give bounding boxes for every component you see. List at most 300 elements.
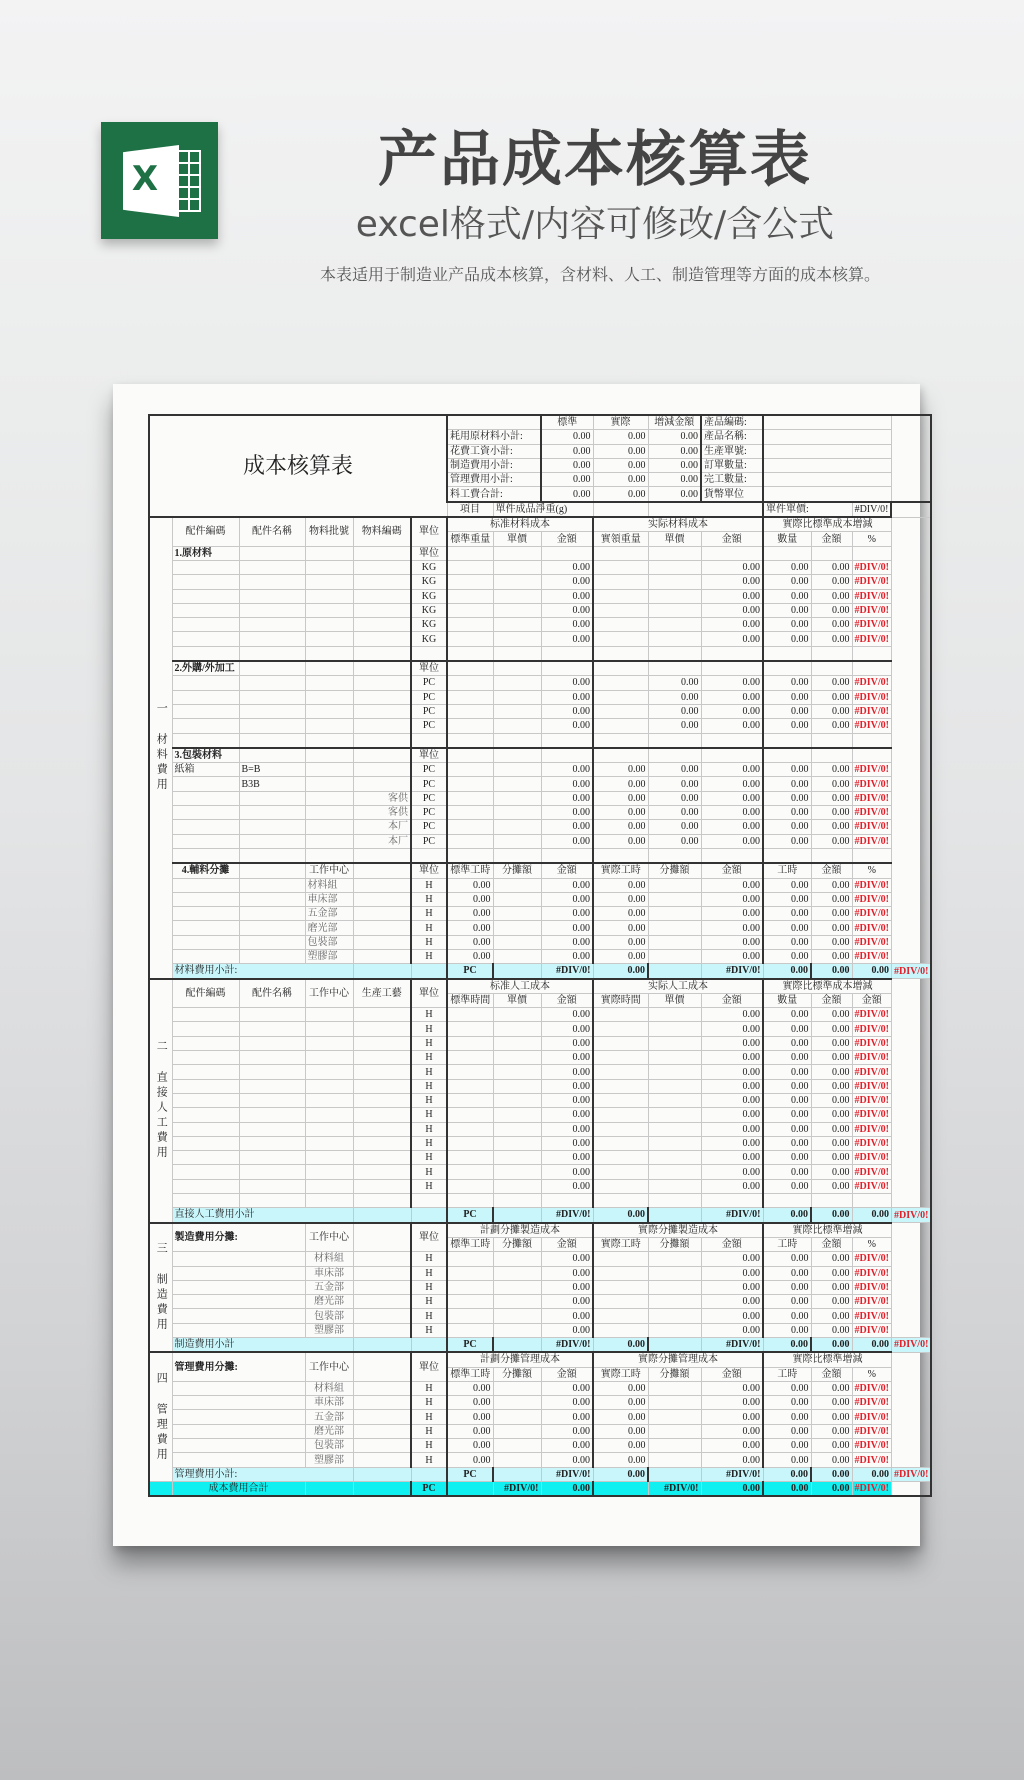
unit-cell: H xyxy=(411,1008,447,1022)
input-cell[interactable] xyxy=(305,704,353,718)
input-cell[interactable] xyxy=(353,1424,411,1438)
amount-cell xyxy=(648,1194,701,1208)
error-value: #DIV/0! xyxy=(541,964,593,979)
column-header: 單位 xyxy=(411,517,447,546)
amount-cell xyxy=(593,848,648,863)
column-header: 實際工時 xyxy=(593,863,648,878)
amount-cell: 0.00 xyxy=(593,878,648,892)
input-cell[interactable] xyxy=(305,676,353,690)
sheet-row xyxy=(149,1079,931,1093)
unit-price-value: #DIV/0! xyxy=(852,502,891,517)
product-info-value[interactable] xyxy=(763,415,891,430)
input-cell[interactable] xyxy=(172,1453,305,1467)
input-cell[interactable] xyxy=(239,1122,305,1136)
amount-cell xyxy=(648,1079,701,1093)
amount-cell xyxy=(447,763,493,777)
input-cell[interactable] xyxy=(172,1381,305,1395)
input-cell[interactable] xyxy=(172,575,239,589)
input-cell[interactable] xyxy=(172,907,239,921)
input-cell[interactable] xyxy=(305,1165,353,1179)
input-cell[interactable] xyxy=(305,1065,353,1079)
summary-value: 0.00 xyxy=(541,444,593,458)
input-cell[interactable] xyxy=(239,690,305,704)
input-cell[interactable]: 客供 xyxy=(353,791,411,805)
input-cell[interactable] xyxy=(239,632,305,646)
column-header: 金額 xyxy=(811,1367,852,1381)
amount-cell xyxy=(447,632,493,646)
input-cell[interactable] xyxy=(305,806,353,820)
input-cell[interactable] xyxy=(172,1194,239,1208)
input-cell[interactable] xyxy=(172,834,239,848)
amount-cell: 0.00 xyxy=(593,763,648,777)
amount-cell: 0.00 xyxy=(541,704,593,718)
column-header: 工作中心 xyxy=(305,1352,353,1381)
input-cell[interactable] xyxy=(305,820,353,834)
input-cell[interactable] xyxy=(239,1022,305,1036)
input-cell[interactable] xyxy=(305,834,353,848)
input-cell[interactable] xyxy=(239,1136,305,1150)
input-cell[interactable] xyxy=(172,589,239,603)
input-cell[interactable] xyxy=(353,690,411,704)
amount-cell: 0.00 xyxy=(763,1008,811,1022)
amount-cell: 0.00 xyxy=(763,618,811,632)
input-cell[interactable] xyxy=(172,777,239,791)
input-cell[interactable] xyxy=(239,560,305,574)
input-cell[interactable] xyxy=(172,719,239,733)
input-cell[interactable] xyxy=(305,1122,353,1136)
input-cell[interactable] xyxy=(305,632,353,646)
input-cell[interactable] xyxy=(353,1151,411,1165)
input-cell[interactable] xyxy=(305,748,353,763)
amount-cell xyxy=(648,1309,701,1323)
error-value: #DIV/0! xyxy=(852,1079,891,1093)
amount-cell: 0.00 xyxy=(811,1381,852,1395)
input-cell[interactable] xyxy=(353,1051,411,1065)
input-cell[interactable] xyxy=(305,589,353,603)
unit-cell: PC xyxy=(411,704,447,718)
column-header: 金額 xyxy=(811,863,852,878)
amount-cell xyxy=(447,834,493,848)
input-cell[interactable] xyxy=(353,1266,411,1280)
error-value: #DIV/0! xyxy=(852,1381,891,1395)
input-cell[interactable] xyxy=(305,763,353,777)
amount-cell: 0.00 xyxy=(701,921,763,935)
amount-cell xyxy=(447,1295,493,1309)
input-cell[interactable] xyxy=(353,1165,411,1179)
input-cell[interactable] xyxy=(172,603,239,617)
input-cell[interactable] xyxy=(353,748,411,763)
input-cell[interactable] xyxy=(353,618,411,632)
input-cell[interactable] xyxy=(172,848,239,863)
input-cell[interactable] xyxy=(239,820,305,834)
input-cell[interactable] xyxy=(172,878,239,892)
input-cell[interactable] xyxy=(172,690,239,704)
amount-cell xyxy=(648,1122,701,1136)
input-cell[interactable] xyxy=(353,1008,411,1022)
amount-cell xyxy=(593,1194,648,1208)
unit-cell: H xyxy=(411,1022,447,1036)
input-cell[interactable] xyxy=(172,1280,305,1294)
input-cell[interactable] xyxy=(172,1410,305,1424)
input-cell[interactable] xyxy=(172,1079,239,1093)
input-cell[interactable] xyxy=(239,704,305,718)
column-header: 金額 xyxy=(701,532,763,546)
input-cell[interactable] xyxy=(305,733,353,748)
input-cell[interactable] xyxy=(305,1022,353,1036)
input-cell[interactable] xyxy=(353,676,411,690)
amount-cell: 0.00 xyxy=(852,964,891,979)
input-cell[interactable] xyxy=(239,863,305,878)
input-cell[interactable] xyxy=(172,1165,239,1179)
unit-cell: H xyxy=(411,907,447,921)
input-cell[interactable] xyxy=(305,1151,353,1165)
input-cell[interactable] xyxy=(172,1179,239,1193)
amount-cell xyxy=(593,1136,648,1150)
input-cell[interactable] xyxy=(353,907,411,921)
input-cell[interactable] xyxy=(353,1439,411,1453)
amount-cell: 0.00 xyxy=(763,575,811,589)
input-cell[interactable] xyxy=(305,1036,353,1050)
input-cell[interactable] xyxy=(353,1179,411,1193)
summary-col-diff: 增減金額 xyxy=(648,415,701,430)
amount-cell: 0.00 xyxy=(593,964,648,979)
sheet-row xyxy=(149,589,931,603)
input-cell[interactable] xyxy=(239,603,305,617)
error-value: #DIV/0! xyxy=(852,777,891,791)
input-cell[interactable] xyxy=(353,546,411,560)
input-cell[interactable] xyxy=(305,1179,353,1193)
input-cell[interactable] xyxy=(353,661,411,676)
input-cell[interactable] xyxy=(239,661,305,676)
input-cell[interactable] xyxy=(353,1093,411,1107)
input-cell[interactable] xyxy=(172,1022,239,1036)
error-value: #DIV/0! xyxy=(852,589,891,603)
input-cell[interactable] xyxy=(239,1079,305,1093)
amount-cell: 0.00 xyxy=(811,820,852,834)
input-cell[interactable] xyxy=(305,1136,353,1150)
section-side-label: 二 直接人工費用 xyxy=(149,979,172,1223)
input-cell[interactable] xyxy=(353,1410,411,1424)
input-cell[interactable] xyxy=(353,575,411,589)
input-cell[interactable] xyxy=(353,1396,411,1410)
input-cell[interactable] xyxy=(172,921,239,935)
input-cell[interactable] xyxy=(353,1295,411,1309)
error-value: #DIV/0! xyxy=(852,1439,891,1453)
input-cell[interactable] xyxy=(353,1065,411,1079)
column-header: 標準工時 xyxy=(447,1367,493,1381)
amount-cell: 0.00 xyxy=(763,1439,811,1453)
input-cell[interactable] xyxy=(239,589,305,603)
amount-cell: 0.00 xyxy=(763,1093,811,1107)
input-cell[interactable] xyxy=(305,546,353,560)
input-cell[interactable] xyxy=(353,949,411,963)
input-cell[interactable] xyxy=(353,848,411,863)
unit-cell: H xyxy=(411,1453,447,1467)
amount-cell: 0.00 xyxy=(648,834,701,848)
amount-cell xyxy=(493,848,541,863)
amount-cell xyxy=(493,1266,541,1280)
input-cell[interactable] xyxy=(305,848,353,863)
product-info-value[interactable] xyxy=(763,444,891,458)
amount-cell xyxy=(648,618,701,632)
amount-cell: 0.00 xyxy=(763,1481,811,1496)
input-cell[interactable] xyxy=(305,1194,353,1208)
error-value: #DIV/0! xyxy=(852,690,891,704)
input-cell[interactable] xyxy=(305,575,353,589)
input-cell[interactable] xyxy=(239,1151,305,1165)
input-cell[interactable] xyxy=(172,1252,305,1266)
input-cell[interactable] xyxy=(172,949,239,963)
amount-cell: 0.00 xyxy=(852,1208,891,1223)
input-cell[interactable] xyxy=(305,1108,353,1122)
input-cell[interactable] xyxy=(353,1122,411,1136)
input-cell[interactable] xyxy=(353,733,411,748)
product-info-value[interactable] xyxy=(763,487,891,502)
input-cell[interactable]: 紙箱 xyxy=(172,763,239,777)
amount-cell: 0.00 xyxy=(701,1151,763,1165)
input-cell[interactable] xyxy=(172,1108,239,1122)
amount-cell: 0.00 xyxy=(541,1093,593,1107)
input-cell[interactable] xyxy=(353,1108,411,1122)
input-cell[interactable] xyxy=(172,632,239,646)
input-cell[interactable] xyxy=(239,676,305,690)
input-cell[interactable] xyxy=(305,618,353,632)
sheet-row xyxy=(149,575,931,589)
input-cell[interactable] xyxy=(353,1022,411,1036)
input-cell[interactable] xyxy=(353,632,411,646)
amount-cell xyxy=(648,1424,701,1438)
input-cell[interactable] xyxy=(239,1165,305,1179)
amount-cell: 0.00 xyxy=(648,719,701,733)
input-cell[interactable] xyxy=(239,907,305,921)
input-cell[interactable] xyxy=(239,748,305,763)
cell[interactable] xyxy=(593,502,648,517)
input-cell[interactable] xyxy=(172,1151,239,1165)
input-cell[interactable] xyxy=(172,1323,305,1337)
input-cell[interactable]: 本厂 xyxy=(353,820,411,834)
input-cell[interactable] xyxy=(353,704,411,718)
input-cell[interactable] xyxy=(172,1051,239,1065)
input-cell[interactable] xyxy=(172,1266,305,1280)
input-cell[interactable] xyxy=(239,546,305,560)
amount-cell xyxy=(493,907,541,921)
input-cell[interactable] xyxy=(172,791,239,805)
input-cell[interactable] xyxy=(353,935,411,949)
input-cell[interactable] xyxy=(239,646,305,661)
amount-cell: 0.00 xyxy=(763,1036,811,1050)
input-cell[interactable] xyxy=(239,834,305,848)
input-cell[interactable] xyxy=(305,719,353,733)
input-cell[interactable] xyxy=(239,935,305,949)
amount-cell: 0.00 xyxy=(811,603,852,617)
input-cell[interactable] xyxy=(239,618,305,632)
input-cell[interactable] xyxy=(239,878,305,892)
sheet-row xyxy=(149,848,931,863)
input-cell[interactable] xyxy=(172,1122,239,1136)
input-cell[interactable] xyxy=(239,949,305,963)
amount-cell: 0.00 xyxy=(593,907,648,921)
input-cell[interactable] xyxy=(353,1309,411,1323)
input-cell[interactable] xyxy=(172,1439,305,1453)
input-cell[interactable] xyxy=(239,1093,305,1107)
error-value: #DIV/0! xyxy=(852,1481,891,1496)
input-cell[interactable] xyxy=(305,646,353,661)
input-cell[interactable] xyxy=(305,777,353,791)
amount-cell xyxy=(852,748,891,763)
input-cell[interactable] xyxy=(172,646,239,661)
input-cell[interactable] xyxy=(172,1008,239,1022)
input-cell[interactable] xyxy=(305,1051,353,1065)
input-cell[interactable] xyxy=(353,719,411,733)
input-cell[interactable] xyxy=(172,1093,239,1107)
amount-cell: 0.00 xyxy=(763,834,811,848)
input-cell[interactable] xyxy=(239,791,305,805)
input-cell[interactable] xyxy=(353,1453,411,1467)
amount-cell xyxy=(593,719,648,733)
product-info-value[interactable] xyxy=(763,458,891,472)
input-cell[interactable] xyxy=(239,1065,305,1079)
amount-cell: 0.00 xyxy=(541,676,593,690)
input-cell[interactable] xyxy=(305,603,353,617)
input-cell[interactable] xyxy=(353,1252,411,1266)
input-cell[interactable] xyxy=(305,1008,353,1022)
input-cell[interactable] xyxy=(353,1079,411,1093)
cell[interactable] xyxy=(648,502,763,517)
input-cell[interactable]: 2.外購/外加工 xyxy=(172,661,239,676)
amount-cell: 0.00 xyxy=(701,1079,763,1093)
input-cell[interactable] xyxy=(353,646,411,661)
unit-cell: PC xyxy=(411,834,447,848)
input-cell[interactable] xyxy=(239,848,305,863)
amount-cell: 0.00 xyxy=(763,1410,811,1424)
input-cell[interactable] xyxy=(172,560,239,574)
product-info-value[interactable] xyxy=(763,473,891,487)
input-cell[interactable] xyxy=(239,733,305,748)
input-cell[interactable] xyxy=(353,892,411,906)
input-cell[interactable] xyxy=(305,560,353,574)
input-cell[interactable] xyxy=(172,1136,239,1150)
input-cell[interactable]: 3.包裝材料 xyxy=(172,748,239,763)
sheet-row xyxy=(149,719,931,733)
input-cell[interactable] xyxy=(353,589,411,603)
amount-cell xyxy=(493,603,541,617)
input-cell[interactable] xyxy=(172,1295,305,1309)
amount-cell xyxy=(852,1194,891,1208)
amount-cell xyxy=(648,935,701,949)
input-cell[interactable] xyxy=(305,661,353,676)
input-cell[interactable]: B3B xyxy=(239,777,305,791)
input-cell[interactable] xyxy=(353,863,411,878)
input-cell[interactable] xyxy=(305,791,353,805)
input-cell[interactable] xyxy=(305,1093,353,1107)
amount-cell: 0.00 xyxy=(701,1410,763,1424)
amount-cell xyxy=(493,676,541,690)
input-cell[interactable] xyxy=(305,1079,353,1093)
input-cell[interactable] xyxy=(172,1036,239,1050)
amount-cell xyxy=(541,646,593,661)
input-cell[interactable] xyxy=(353,921,411,935)
amount-cell: 0.00 xyxy=(763,1338,811,1353)
input-cell[interactable] xyxy=(353,603,411,617)
amount-cell: 0.00 xyxy=(701,1323,763,1337)
amount-cell xyxy=(447,603,493,617)
sheet-row xyxy=(149,1252,931,1266)
input-cell[interactable] xyxy=(172,676,239,690)
amount-cell xyxy=(447,1179,493,1193)
sheet-row xyxy=(149,1151,931,1165)
column-header: 物料批號 xyxy=(305,517,353,546)
input-cell[interactable] xyxy=(353,777,411,791)
input-cell[interactable] xyxy=(239,921,305,935)
unit-cell: PC xyxy=(447,1208,493,1223)
input-cell[interactable] xyxy=(172,1396,305,1410)
sheet-row xyxy=(149,878,931,892)
input-cell[interactable] xyxy=(353,1136,411,1150)
amount-cell: 0.00 xyxy=(541,719,593,733)
input-cell[interactable] xyxy=(353,1194,411,1208)
product-info-value[interactable] xyxy=(763,430,891,444)
unit-cell: PC xyxy=(447,1338,493,1353)
input-cell[interactable] xyxy=(172,935,239,949)
input-cell[interactable] xyxy=(239,1179,305,1193)
input-cell[interactable] xyxy=(239,1194,305,1208)
input-cell[interactable] xyxy=(353,560,411,574)
input-cell[interactable] xyxy=(172,820,239,834)
input-cell[interactable] xyxy=(353,878,411,892)
input-cell[interactable] xyxy=(239,1108,305,1122)
input-cell[interactable] xyxy=(353,1381,411,1395)
input-cell[interactable]: 客供 xyxy=(353,806,411,820)
amount-cell xyxy=(493,777,541,791)
input-cell[interactable] xyxy=(239,719,305,733)
input-cell[interactable] xyxy=(172,733,239,748)
input-cell[interactable] xyxy=(353,1036,411,1050)
unit-cell: H xyxy=(411,878,447,892)
amount-cell xyxy=(852,646,891,661)
amount-cell: 0.00 xyxy=(763,603,811,617)
input-cell[interactable] xyxy=(239,1036,305,1050)
input-cell[interactable] xyxy=(172,1424,305,1438)
input-cell[interactable]: 1.原材料 xyxy=(172,546,239,560)
input-cell[interactable] xyxy=(305,690,353,704)
input-cell[interactable] xyxy=(239,1051,305,1065)
input-cell[interactable] xyxy=(172,806,239,820)
input-cell[interactable] xyxy=(239,892,305,906)
unit-cell xyxy=(411,646,447,661)
column-header: 配件名稱 xyxy=(239,517,305,546)
input-cell[interactable] xyxy=(172,1309,305,1323)
input-cell[interactable]: B=B xyxy=(239,763,305,777)
amount-cell xyxy=(447,1122,493,1136)
input-cell[interactable] xyxy=(353,1280,411,1294)
amount-cell xyxy=(701,748,763,763)
input-cell[interactable] xyxy=(239,806,305,820)
input-cell[interactable] xyxy=(239,575,305,589)
amount-cell xyxy=(447,806,493,820)
input-cell[interactable] xyxy=(239,1008,305,1022)
amount-cell: 0.00 xyxy=(593,921,648,935)
amount-cell xyxy=(493,1323,541,1337)
amount-cell xyxy=(493,964,541,979)
input-cell[interactable] xyxy=(172,1065,239,1079)
input-cell[interactable] xyxy=(172,618,239,632)
input-cell[interactable] xyxy=(353,1323,411,1337)
input-cell[interactable] xyxy=(172,704,239,718)
input-cell[interactable]: 本厂 xyxy=(353,834,411,848)
input-cell[interactable] xyxy=(172,892,239,906)
input-cell[interactable] xyxy=(353,763,411,777)
sheet-row xyxy=(149,1280,931,1294)
